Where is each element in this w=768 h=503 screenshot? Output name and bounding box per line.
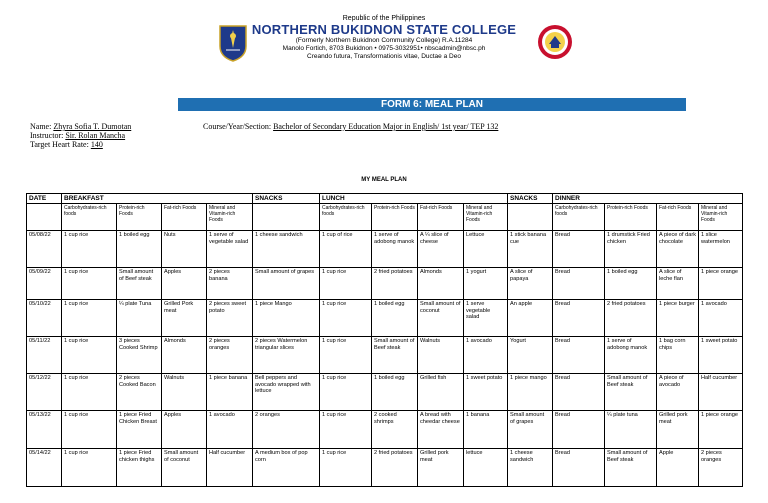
table-cell: Half cucumber (699, 374, 743, 411)
table-cell: Small amount of Beef steak (605, 374, 657, 411)
subheader-mineral: Mineral and Vitamin-rich Foods (464, 204, 508, 231)
table-cell: Small amount of grapes (508, 411, 553, 449)
subheader-protein: Protein-rich Foods (372, 204, 418, 231)
table-cell: Small amount of Beef steak (372, 337, 418, 374)
subheader-mineral: Mineral and Vitamin-rich Foods (699, 204, 743, 231)
table-cell: 1 cup rice (320, 374, 372, 411)
lunch-header: LUNCH (320, 194, 508, 204)
address-line: Manolo Fortich, 8703 Bukidnon • 0975-3032951• nbscadmin@nbsc.ph (282, 45, 486, 52)
table-cell: Small amount of Beef steak (117, 268, 162, 300)
instructor-label: Instructor: (30, 131, 64, 140)
table-cell: Walnuts (418, 337, 464, 374)
table-cell: 1 sweet potato (699, 337, 743, 374)
table-cell: 2 pieces sweet potato (207, 300, 253, 337)
table-cell: 1 cheese sandwich (508, 449, 553, 487)
heart-rate-line (30, 140, 131, 149)
table-row (27, 411, 743, 449)
table-cell: 1 piece banana (207, 374, 253, 411)
table-cell: 1 piece orange (699, 411, 743, 449)
table-cell: Bell peppers and avocado wrapped with lettuce (253, 374, 320, 411)
table-cell: 1 cup rice (320, 449, 372, 487)
table-cell: 1 cup rice (320, 411, 372, 449)
instructor-line (30, 131, 131, 140)
table-cell: A piece of avocado (657, 374, 699, 411)
table-cell: 1 cup rice (62, 268, 117, 300)
table-cell: 1 yogurt (464, 268, 508, 300)
table-cell: 1 serve of vegetable salad (207, 231, 253, 268)
date-header: DATE (27, 194, 62, 204)
table-cell: 1 serve vegetable salad (464, 300, 508, 337)
table-cell: Grilled pork meat (657, 411, 699, 449)
table-cell: 2 fried potatoes (605, 300, 657, 337)
empty-cell (27, 204, 62, 231)
table-row (27, 374, 743, 411)
table-cell: 1 slice watermelon (699, 231, 743, 268)
table-cell: 2 pieces oranges (207, 337, 253, 374)
table-cell: 1 piece Fried chicken thighs (117, 449, 162, 487)
table-cell: 2 pieces Watermelon triangular slices (253, 337, 320, 374)
table-cell: Grilled pork meat (418, 449, 464, 487)
name-line (30, 122, 131, 131)
table-cell: 2 fried potatoes (372, 268, 418, 300)
table-cell: 1 avocado (464, 337, 508, 374)
group-header-row (27, 194, 743, 204)
table-cell: 2 pieces banana (207, 268, 253, 300)
table-cell: 1 boiled egg (372, 300, 418, 337)
empty-cell (253, 204, 320, 231)
table-cell: 1 cup of rice (320, 231, 372, 268)
table-cell: Grilled fish (418, 374, 464, 411)
table-cell: 1 cup rice (62, 337, 117, 374)
table-cell: 1 boiled egg (372, 374, 418, 411)
table-cell: Grilled Pork meat (162, 300, 207, 337)
table-cell: A slice of leche flan (657, 268, 699, 300)
instructor-value: Sir. Rolan Mancha (65, 131, 126, 140)
table-cell: Bread (553, 411, 605, 449)
table-cell: 05/14/22 (27, 449, 62, 487)
table-cell: Bread (553, 268, 605, 300)
table-cell: 2 pieces oranges (699, 449, 743, 487)
table-cell: 2 oranges (253, 411, 320, 449)
table-cell: 1 sweet potato (464, 374, 508, 411)
table-cell: Bread (553, 337, 605, 374)
formerly-line: (Formerly Northern Bukidnon Community College) R.A.11284 (295, 37, 473, 44)
subheader-protein: Protein-rich Foods (605, 204, 657, 231)
table-cell: 05/13/22 (27, 411, 62, 449)
table-cell: 2 cooked shrimps (372, 411, 418, 449)
form-title-bar: FORM 6: MEAL PLAN (178, 98, 686, 111)
table-cell: 05/11/22 (27, 337, 62, 374)
name-label: Name: (30, 122, 52, 131)
table-row (27, 268, 743, 300)
table-cell: 1 serve of adobong manok (605, 337, 657, 374)
table-cell: 1 cup rice (62, 231, 117, 268)
table-cell: 1 stick banana cue (508, 231, 553, 268)
table-cell: 1 piece orange (699, 268, 743, 300)
table-cell: 1 bag corn chips (657, 337, 699, 374)
table-row (27, 337, 743, 374)
course-value: Bachelor of Secondary Education Major in English/ 1st year/ TEP 132 (273, 122, 499, 131)
table-cell: Half cucumber (207, 449, 253, 487)
table-cell: 3 pieces Cooked Shrimp (117, 337, 162, 374)
student-info (30, 122, 131, 149)
name-value: Zhyra Sofia T. Dumotan (53, 122, 132, 131)
table-cell: 1 piece Fried Chicken Breast (117, 411, 162, 449)
table-cell: lettuce (464, 449, 508, 487)
table-cell: ¼ plate tuna (605, 411, 657, 449)
subheader-row (27, 204, 743, 231)
table-cell: Small amount of coconut (418, 300, 464, 337)
table-row (27, 231, 743, 268)
table-cell: A bread with cheedar cheese (418, 411, 464, 449)
table-cell: Bread (553, 374, 605, 411)
table-cell: Small amount of coconut (162, 449, 207, 487)
table-cell: 2 fried potatoes (372, 449, 418, 487)
table-cell: 1 avocado (699, 300, 743, 337)
table-cell: 1 cup rice (62, 374, 117, 411)
table-cell: Almonds (418, 268, 464, 300)
table-row (27, 300, 743, 337)
meal-plan-title: MY MEAL PLAN (361, 177, 407, 183)
table-cell: 05/12/22 (27, 374, 62, 411)
dinner-header: DINNER (553, 194, 743, 204)
table-cell: Apple (657, 449, 699, 487)
table-cell: 1 serve of adobong manok (372, 231, 418, 268)
course-info (203, 122, 498, 131)
college-header (0, 14, 768, 61)
subheader-fat: Fat-rich Foods (418, 204, 464, 231)
table-cell: 1 avocado (207, 411, 253, 449)
motto-line: Creando futura, Transformationis vitae, Ductae a Deo (307, 53, 461, 60)
table-cell: Walnuts (162, 374, 207, 411)
subheader-fat: Fat-rich Foods (657, 204, 699, 231)
table-cell: Nuts (162, 231, 207, 268)
empty-cell (508, 204, 553, 231)
table-cell: 05/08/22 (27, 231, 62, 268)
subheader-carbs: Carbohydrates-rich foods (320, 204, 372, 231)
table-row (27, 449, 743, 487)
subheader-fat: Fat-rich Foods (162, 204, 207, 231)
table-cell: Apples (162, 268, 207, 300)
heart-rate-value: 140 (90, 140, 103, 149)
table-cell: Almonds (162, 337, 207, 374)
table-cell: 1 cup rice (62, 449, 117, 487)
table-cell: 1 piece Mango (253, 300, 320, 337)
table-cell: 05/10/22 (27, 300, 62, 337)
table-cell: 1 cup rice (62, 411, 117, 449)
table-cell: 2 pieces Cooked Bacon (117, 374, 162, 411)
heart-rate-label: Target Heart Rate: (30, 140, 89, 149)
table-cell: Yogurt (508, 337, 553, 374)
table-cell: Bread (553, 300, 605, 337)
table-cell: 1 cup rice (320, 300, 372, 337)
table-cell: Small amount of Beef steak (605, 449, 657, 487)
table-cell: 1 drumstick Fried chicken (605, 231, 657, 268)
table-cell: 1 cheese sandwich (253, 231, 320, 268)
table-cell: 1 cup rice (62, 300, 117, 337)
subheader-carbs: Carbohydrates-rich foods (553, 204, 605, 231)
snacks-header: SNACKS (253, 194, 320, 204)
subheader-carbs: Carbohydrates-rich foods (62, 204, 117, 231)
table-cell: 1 piece mango (508, 374, 553, 411)
table-cell: A ¼ slice of cheese (418, 231, 464, 268)
table-cell: 1 cup rice (320, 268, 372, 300)
table-cell: 1 cup rice (320, 337, 372, 374)
table-cell: A piece of dark chocolate (657, 231, 699, 268)
subheader-mineral: Mineral and Vitamin-rich Foods (207, 204, 253, 231)
table-cell: Bread (553, 449, 605, 487)
table-cell: 05/09/22 (27, 268, 62, 300)
table-cell: A medium box of pop corn (253, 449, 320, 487)
snacks-header: SNACKS (508, 194, 553, 204)
republic-line: Republic of the Philippines (342, 15, 426, 22)
breakfast-header: BREAKFAST (62, 194, 253, 204)
table-cell: An apple (508, 300, 553, 337)
table-cell: 1 banana (464, 411, 508, 449)
course-label: Course/Year/Section: (203, 122, 272, 131)
table-cell: 1 piece burger (657, 300, 699, 337)
subheader-protein: Protein-rich Foods (117, 204, 162, 231)
meal-plan-table (26, 193, 743, 487)
table-cell: 1 boiled egg (117, 231, 162, 268)
table-cell: Bread (553, 231, 605, 268)
table-cell: A slice of papaya (508, 268, 553, 300)
table-cell: 1 boiled egg (605, 268, 657, 300)
table-cell: ¼ plate Tuna (117, 300, 162, 337)
college-name: NORTHERN BUKIDNON STATE COLLEGE (251, 22, 517, 37)
table-cell: Apples (162, 411, 207, 449)
table-cell: Small amount of grapes (253, 268, 320, 300)
table-cell: Lettuce (464, 231, 508, 268)
